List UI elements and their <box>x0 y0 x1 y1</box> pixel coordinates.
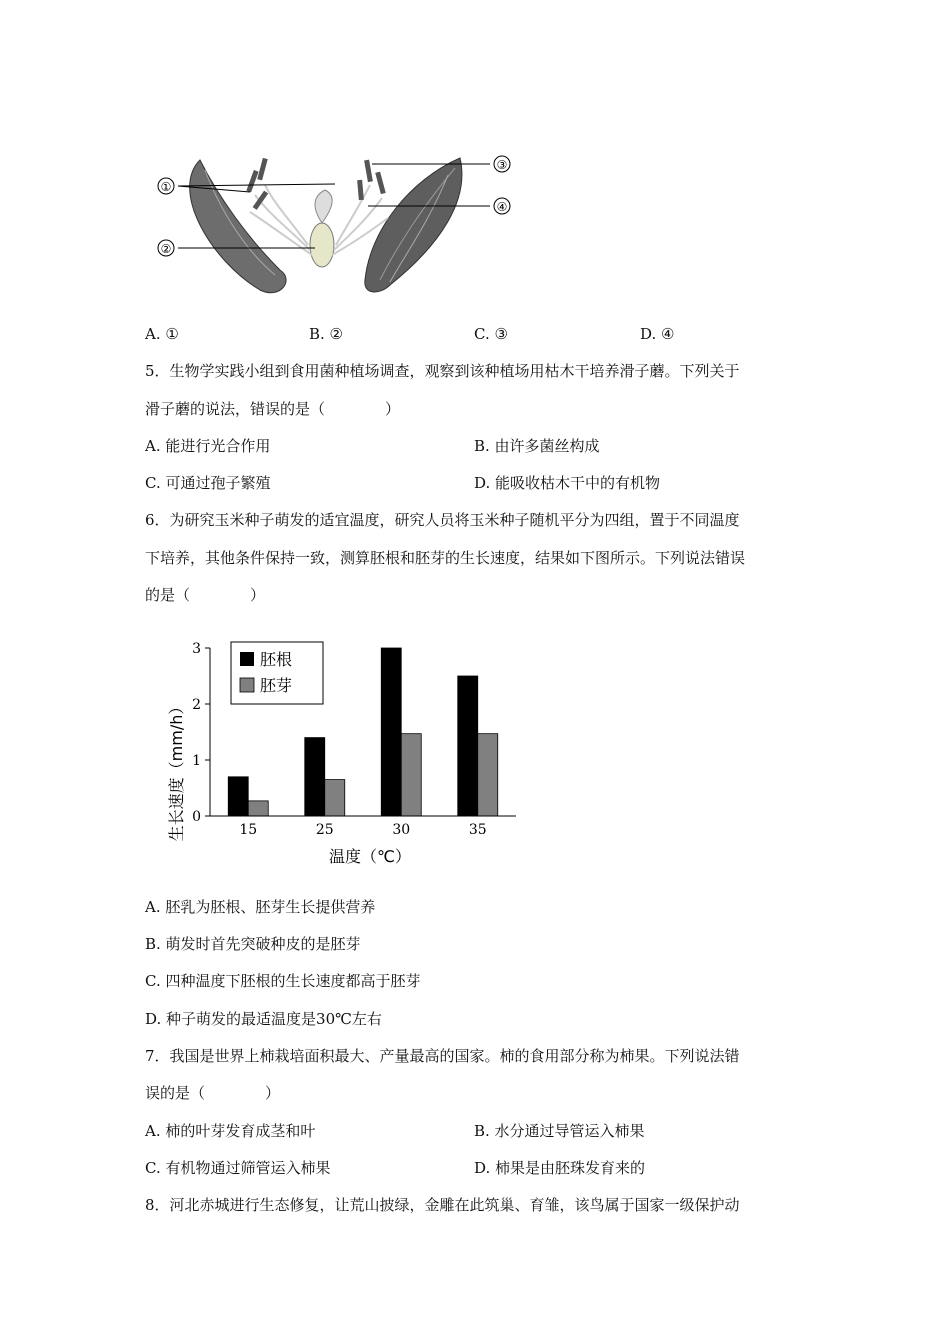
q4-option-d[interactable]: D. ④ <box>640 325 675 343</box>
q8-stem-line1: 8．河北赤城进行生态修复，让荒山披绿，金雕在此筑巢、育雏，该鸟属于国家一级保护动 <box>145 1196 740 1214</box>
q6-option-c[interactable]: C. 四种温度下胚根的生长速度都高于胚芽 <box>145 972 421 990</box>
x-tick-label: 15 <box>239 822 258 838</box>
bar-plumule-15 <box>248 801 268 816</box>
x-tick-label: 25 <box>315 822 334 838</box>
q7-option-c[interactable]: C. 有机物通过筛管运入柿果 <box>145 1159 331 1177</box>
q7-option-b[interactable]: B. 水分通过导管运入柿果 <box>474 1122 645 1140</box>
x-axis-label: 温度（℃） <box>329 847 411 866</box>
q5-option-c[interactable]: C. 可通过孢子繁殖 <box>145 474 271 492</box>
q6-option-b[interactable]: B. 萌发时首先突破种皮的是胚芽 <box>145 935 361 953</box>
bar-plumule-30 <box>401 734 421 816</box>
ovary <box>310 223 334 267</box>
q5-option-b[interactable]: B. 由许多菌丝构成 <box>474 437 600 455</box>
bar-radicle-15 <box>228 777 248 816</box>
q6-option-d[interactable]: D. 种子萌发的最适温度是30℃左右 <box>145 1010 382 1028</box>
legend-label-plumule: 胚芽 <box>260 676 293 695</box>
bar-plumule-35 <box>478 734 498 816</box>
y-tick-label: 3 <box>192 641 201 657</box>
q4-option-c[interactable]: C. ③ <box>474 325 508 343</box>
stigma <box>315 190 332 223</box>
q4-option-a[interactable]: A. ① <box>145 325 179 343</box>
bar-radicle-35 <box>458 676 478 816</box>
q6-stem-line1: 6．为研究玉米种子萌发的适宜温度，研究人员将玉米种子随机平分为四组，置于不同温度 <box>145 511 740 529</box>
q5-option-a[interactable]: A. 能进行光合作用 <box>145 437 271 455</box>
x-tick-label: 35 <box>468 822 487 838</box>
q4-option-b[interactable]: B. ② <box>309 325 344 343</box>
q5-stem-line2: 滑子蘑的说法，错误的是（ ） <box>145 400 401 418</box>
y-tick-label: 2 <box>192 697 201 713</box>
y-tick-label: 0 <box>192 809 201 825</box>
label-1: ① <box>160 180 172 194</box>
label-2: ② <box>160 242 172 256</box>
bar-plumule-25 <box>325 780 345 816</box>
label-3: ③ <box>496 158 508 172</box>
q6-option-a[interactable]: A. 胚乳为胚根、胚芽生长提供营养 <box>145 898 376 916</box>
label-4: ④ <box>496 200 508 214</box>
q7-option-d[interactable]: D. 柿果是由胚珠发育来的 <box>474 1159 646 1177</box>
bar-radicle-25 <box>305 738 325 816</box>
q7-stem-line2: 误的是（ ） <box>145 1084 281 1102</box>
q7-option-a[interactable]: A. 柿的叶芽发育成茎和叶 <box>145 1122 316 1140</box>
q5-stem-line1: 5．生物学实践小组到食用菌种植场调查，观察到该种植场用枯木干培养滑子蘑。下列关于 <box>145 362 740 380</box>
q7-stem-line1: 7．我国是世界上柿栽培面积最大、产量最高的国家。柿的食用部分称为柿果。下列说法错 <box>145 1047 740 1065</box>
y-tick-label: 1 <box>192 753 201 769</box>
flower-structure-diagram <box>150 150 520 300</box>
q6-stem-line2: 下培养，其他条件保持一致，测算胚根和胚芽的生长速度，结果如下图所示。下列说法错误 <box>145 549 746 567</box>
x-tick-label: 30 <box>392 822 411 838</box>
legend-swatch-radicle <box>240 652 254 666</box>
bar-radicle-30 <box>381 648 401 816</box>
legend-swatch-plumule <box>240 678 254 692</box>
q6-stem-line3: 的是（ ） <box>145 586 266 604</box>
growth-rate-bar-chart <box>160 630 530 870</box>
legend-label-radicle: 胚根 <box>260 650 293 669</box>
q5-option-d[interactable]: D. 能吸收枯木干中的有机物 <box>474 474 661 492</box>
y-axis-label: 生长速度（mm/h） <box>167 698 186 842</box>
